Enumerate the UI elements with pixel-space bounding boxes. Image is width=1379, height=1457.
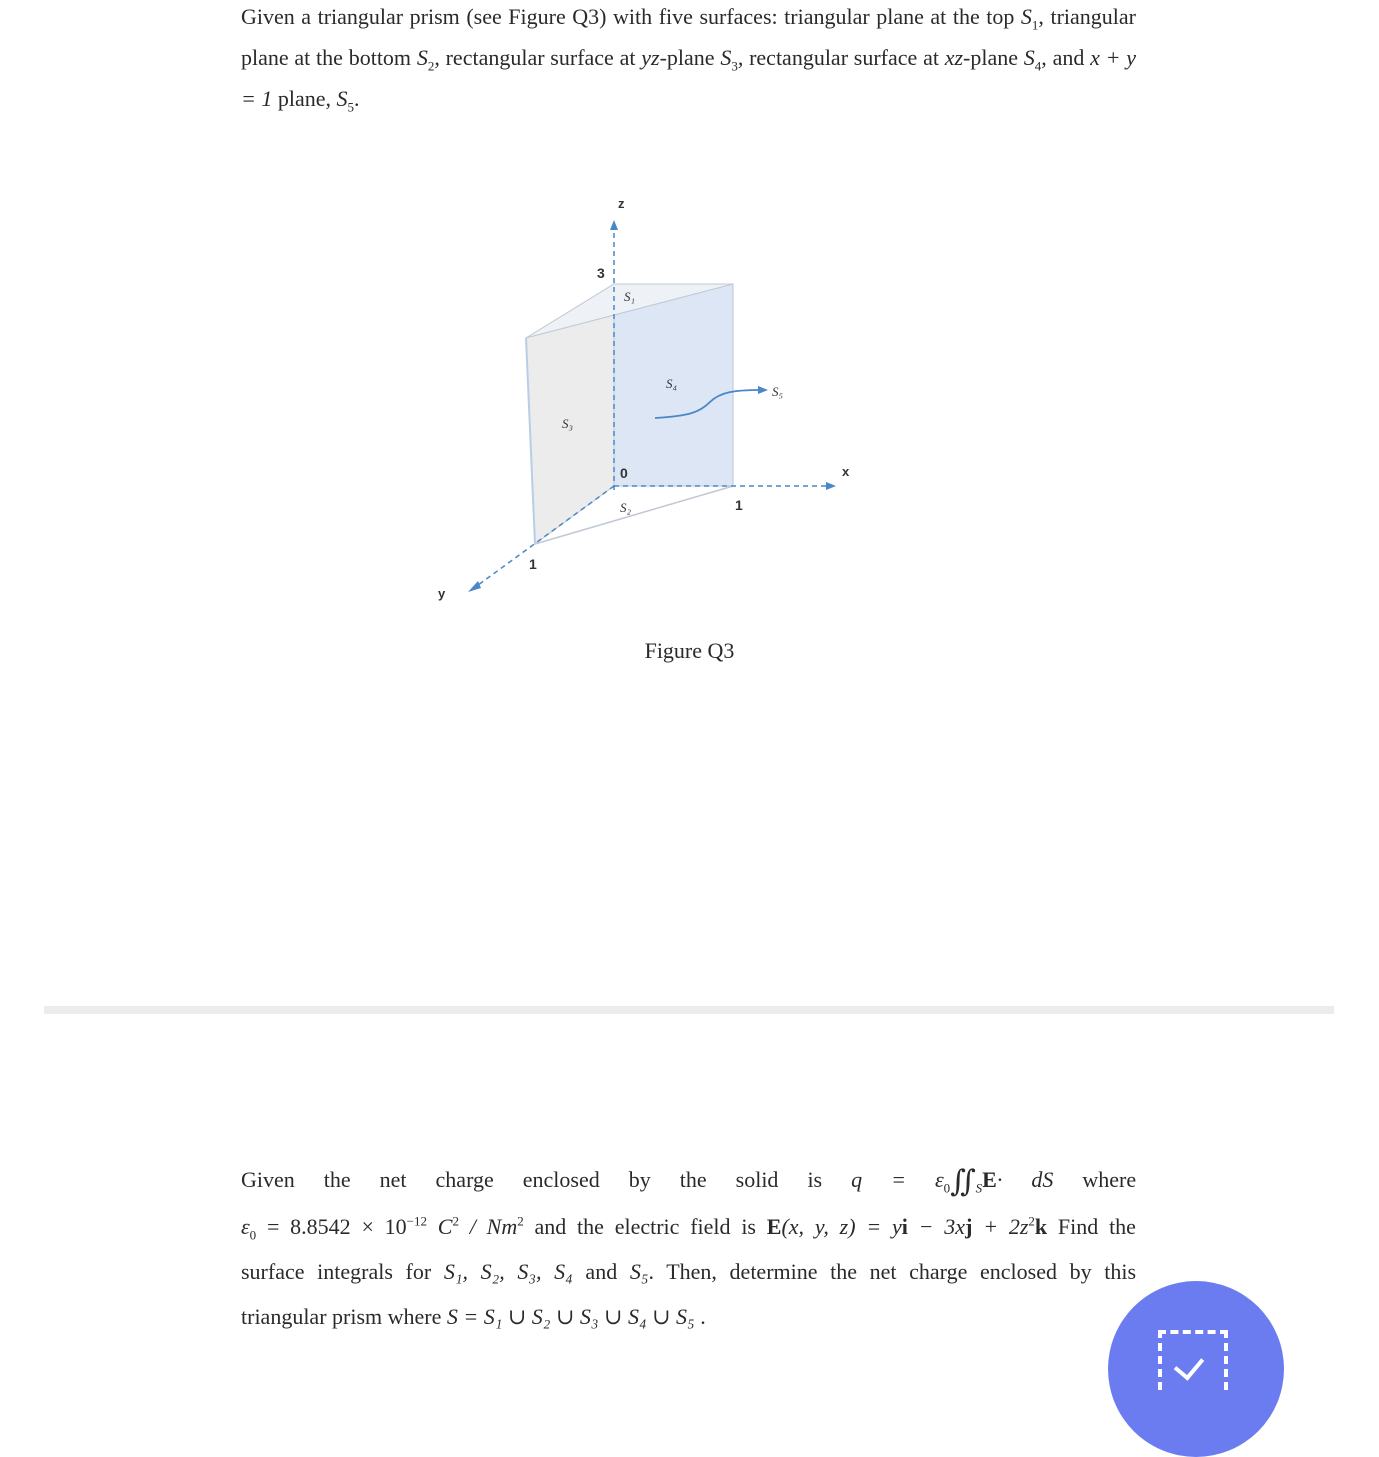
symbol-s2: S — [416, 45, 428, 70]
epsilon-unit2: / Nm — [458, 1214, 518, 1239]
label-s1: S₁ — [624, 289, 636, 304]
field-mid2: + 2z — [972, 1214, 1029, 1239]
field-k: k — [1034, 1214, 1048, 1239]
field-e: E — [766, 1214, 782, 1239]
prism-figure — [400, 180, 900, 620]
symbol-s5-sub: 5 — [347, 99, 355, 115]
epsilon-value: = 8.8542 × 10 — [256, 1214, 407, 1239]
field-args: (x, y, z) = y — [781, 1214, 902, 1239]
axis-y-label: y — [438, 586, 446, 601]
intro-text-2: , triangular plane at the bottom — [241, 4, 1136, 70]
w-the-2: the — [679, 1167, 707, 1192]
figure-caption: Figure Q3 — [644, 638, 735, 663]
s5-pointer-arrow — [758, 386, 768, 394]
intro-text-1: Given a triangular prism (see Figure Q3) with five surfaces: triangular plane at the top — [241, 4, 1021, 29]
task-text-8: triangular prism where — [241, 1304, 447, 1329]
w-net: net — [379, 1167, 407, 1192]
intro-text-5b: plane, — [272, 86, 337, 111]
label-s5: S₅ — [772, 384, 784, 399]
question-intro — [241, 0, 1136, 119]
symbol-s1-sub: 1 — [1031, 17, 1039, 33]
symbol-s4: S — [1023, 45, 1035, 70]
w-where: where — [1082, 1167, 1137, 1192]
symbol-s5: S — [336, 86, 348, 111]
w-the: the — [323, 1167, 351, 1192]
task-text-3: surface integrals for — [241, 1259, 444, 1284]
tick-z-3: 3 — [597, 265, 605, 281]
z-axis-arrow — [610, 220, 618, 230]
task-text-2: Find the — [1047, 1214, 1136, 1239]
symbol-s3-sub: 3 — [731, 58, 738, 74]
epsilon-sub: 0 — [249, 1227, 257, 1243]
tick-x-1: 1 — [735, 497, 743, 513]
w-solid: solid — [735, 1167, 779, 1192]
origin-label: 0 — [620, 465, 628, 481]
symbol-s1: S — [1020, 4, 1032, 29]
integral-sub: S — [975, 1180, 983, 1196]
w-by: by — [628, 1167, 651, 1192]
epsilon-unit: C — [426, 1214, 453, 1239]
plane-equation: x + y = 1 — [241, 45, 1137, 111]
formula-e: E — [982, 1167, 997, 1192]
axis-z-label: z — [618, 196, 625, 211]
formula-ds: · dS — [996, 1167, 1054, 1192]
w-charge: charge — [435, 1167, 494, 1192]
label-s4: S₄ — [666, 376, 678, 391]
page-divider — [44, 1006, 1334, 1014]
task-text-10: . — [694, 1304, 706, 1329]
label-s2: S₂ — [620, 500, 632, 515]
field-mid: − 3x — [907, 1214, 966, 1239]
label-s3: S₃ — [562, 416, 574, 431]
intro-text-4b: -plane — [963, 45, 1024, 70]
task-text-5: and — [572, 1259, 630, 1284]
field-i: i — [901, 1214, 908, 1239]
symbol-s3: S — [720, 45, 732, 70]
w-enclosed: enclosed — [522, 1167, 600, 1192]
field-j: j — [965, 1214, 973, 1239]
task-line-3 — [241, 1249, 1136, 1294]
task-surfaces: S₁, S₂, S₃, S₄ — [443, 1259, 573, 1284]
task-s5: S₅ — [629, 1259, 649, 1284]
xz-plane: xz — [944, 45, 964, 70]
y-axis-arrow — [468, 581, 481, 592]
intro-text-3: , rectangular surface at — [434, 45, 642, 70]
x-axis-arrow — [826, 482, 836, 490]
intro-end: . — [354, 86, 360, 111]
field-z-sup: 2 — [1028, 1213, 1035, 1229]
intro-text-3b: -plane — [659, 45, 721, 70]
w-is: is — [807, 1167, 823, 1192]
epsilon-exp: −12 — [406, 1213, 427, 1229]
charge-formula — [851, 1165, 1054, 1198]
tick-y-1: 1 — [529, 556, 537, 572]
formula-q: q = ε — [851, 1167, 944, 1192]
intro-text-5: , and — [1041, 45, 1091, 70]
symbol-s4-sub: 4 — [1034, 58, 1042, 74]
task-line-1 — [241, 1157, 1136, 1204]
w-given: Given — [241, 1167, 295, 1192]
task-line-4 — [241, 1294, 1136, 1339]
epsilon-unit-sup: 2 — [452, 1213, 459, 1229]
question-task — [241, 1157, 1136, 1339]
epsilon-unit2-sup: 2 — [517, 1213, 524, 1229]
symbol-s2-sub: 2 — [427, 58, 435, 74]
task-text-1: and the electric field is — [523, 1214, 767, 1239]
intro-text-4: , rectangular surface at — [737, 45, 945, 70]
axis-x-label: x — [842, 464, 850, 479]
epsilon: ε — [241, 1214, 250, 1239]
union-formula: S = S₁ ∪ S₂ ∪ S₃ ∪ S₄ ∪ S₅ — [446, 1304, 695, 1329]
formula-q-sub: 0 — [943, 1180, 951, 1196]
double-integral: ∬ — [950, 1165, 976, 1198]
task-line-2 — [241, 1204, 1136, 1249]
task-text-7: . Then, determine the net charge enclosed by this — [648, 1259, 1137, 1284]
yz-plane: yz — [641, 45, 660, 70]
